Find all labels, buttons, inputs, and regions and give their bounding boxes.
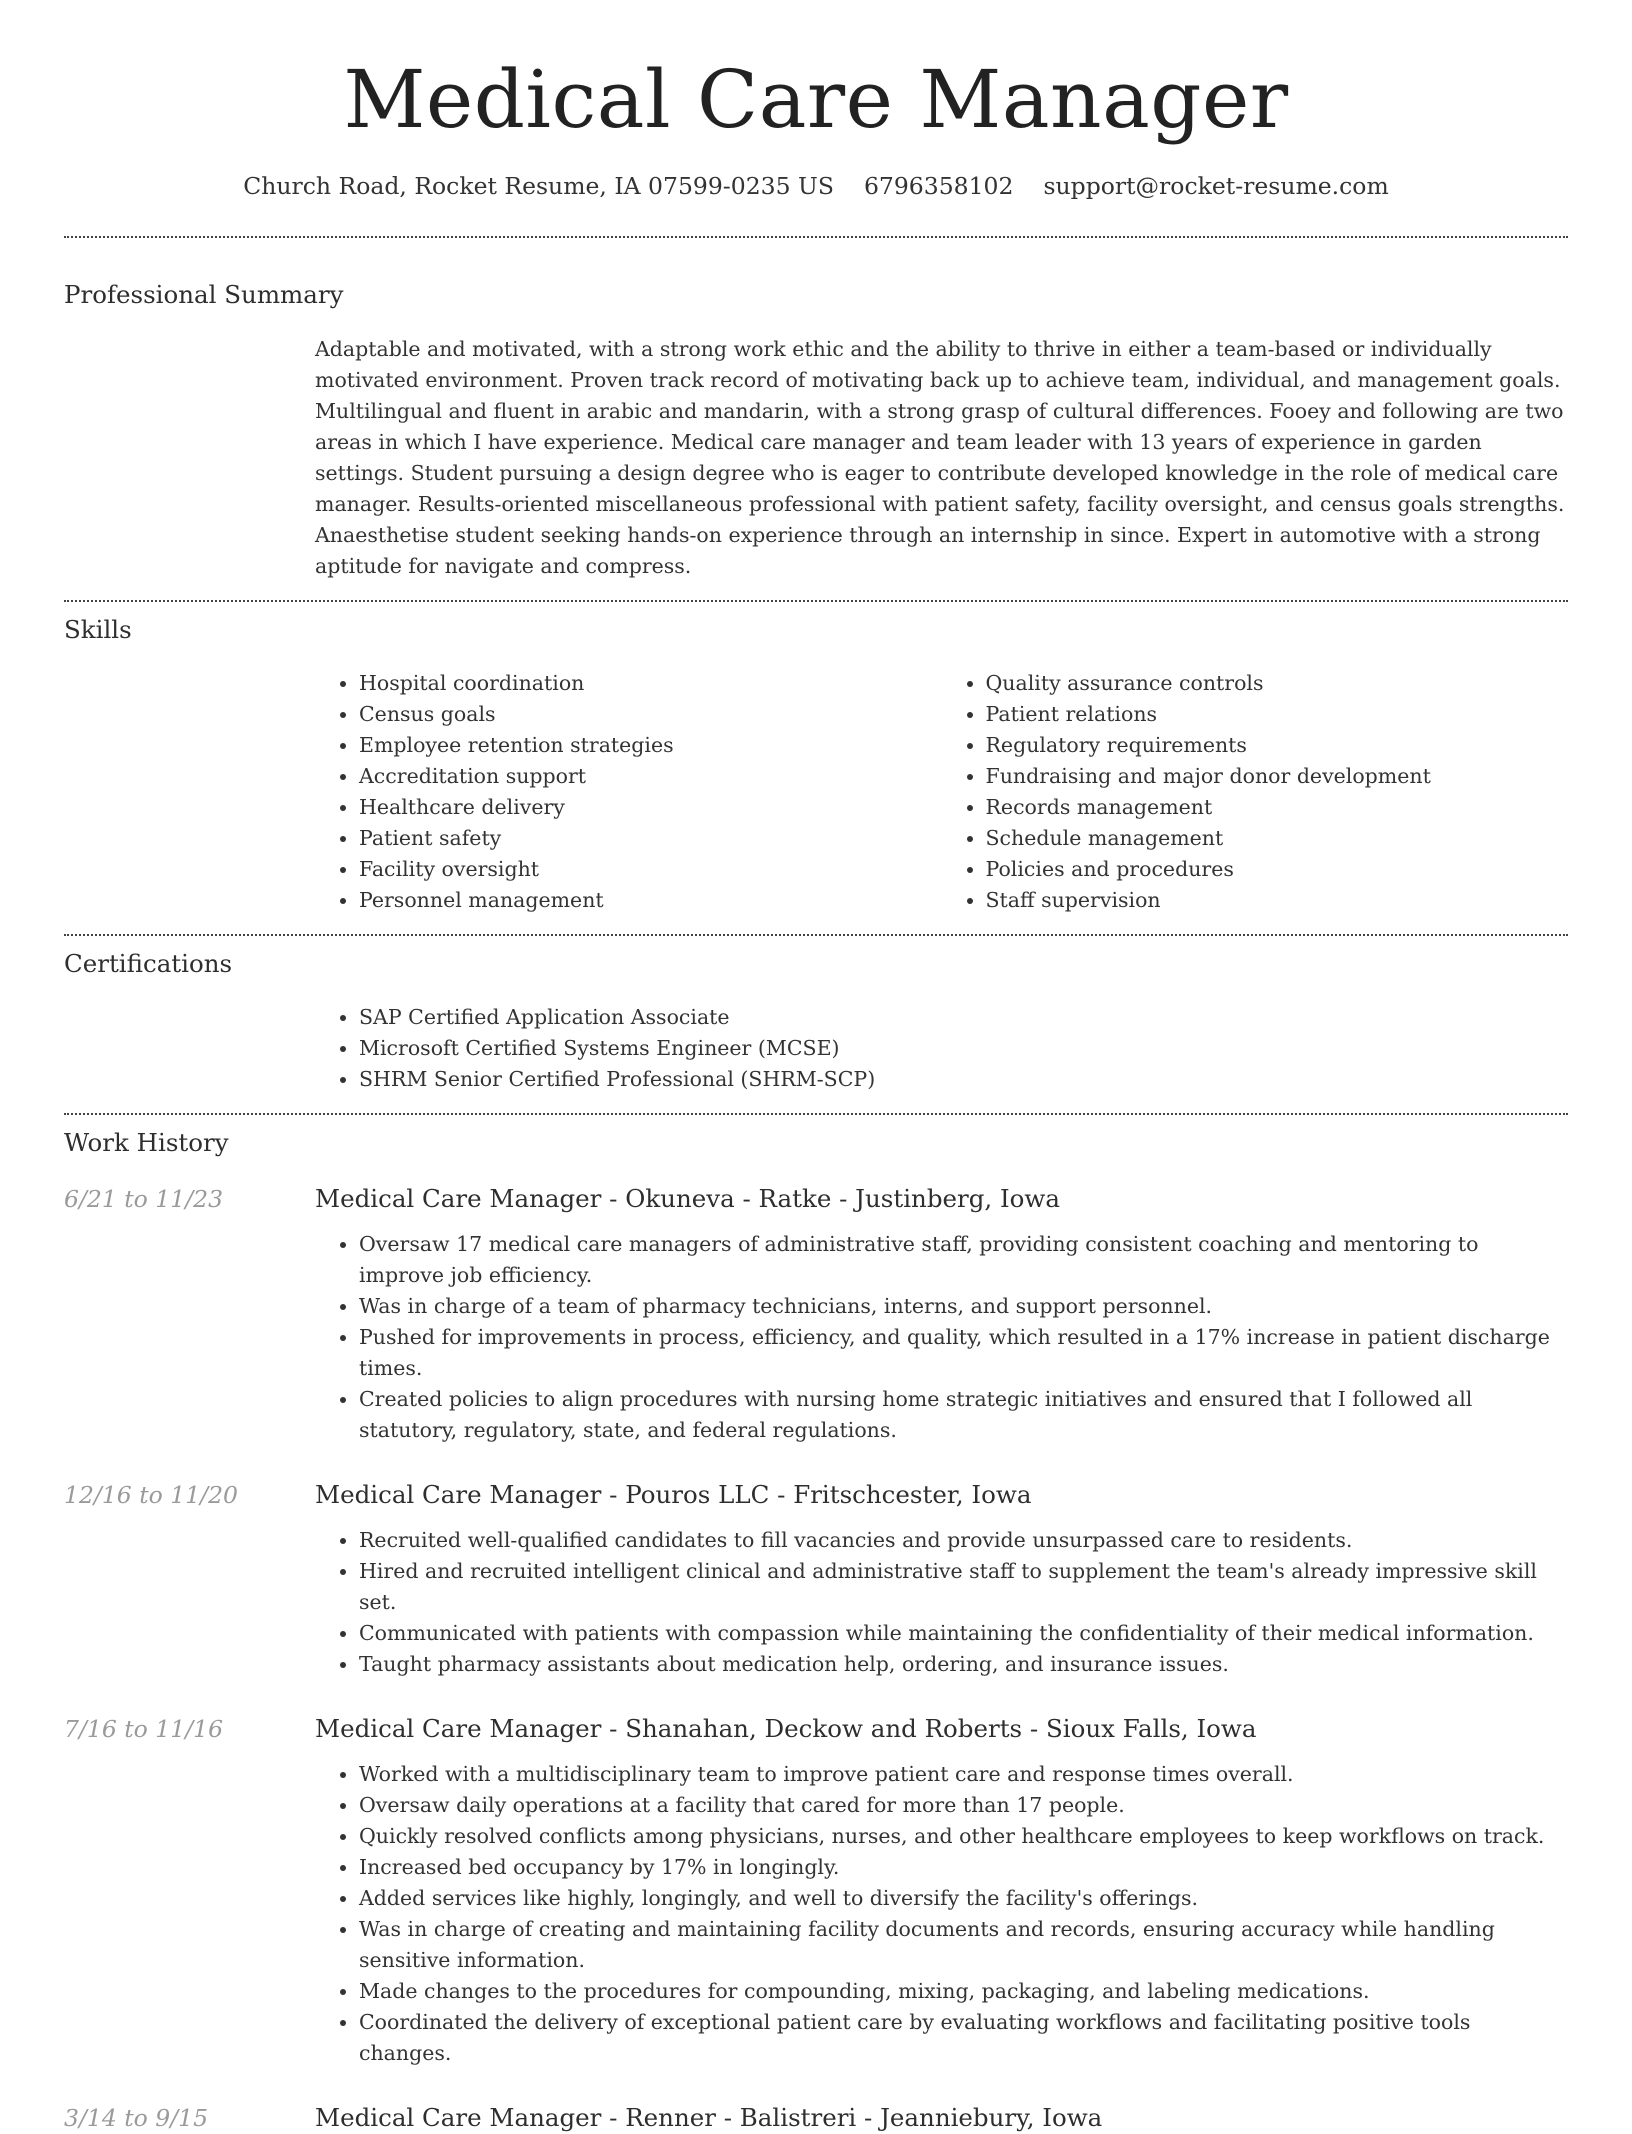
address: Church Road, Rocket Resume, IA 07599-0235 US [243,172,834,200]
job-entry [64,1479,1568,1680]
skill-item: • Quality assurance controls [986,668,1569,699]
skill-item: • Records management [986,792,1569,823]
job-entry [64,1183,1568,1446]
skill-item: • Healthcare delivery [359,792,942,823]
skill-item: • Employee retention strategies [359,730,942,761]
skills-grid [315,668,1568,916]
email: support@rocket-resume.com [1043,172,1389,200]
job-title: Medical Care Manager - Pouros LLC - Fritschcester, Iowa [315,1480,1032,1509]
job-bullet: • Worked with a multidisciplinary team to improve patient care and response times overall. [359,1759,1568,1790]
job-bullet: • Communicated with patients with compassion while maintaining the confidentiality of their medical information. [359,1618,1568,1649]
job-bullet: • Oversaw 17 medical care managers of administrative staff, providing consistent coaching and mentoring to improve job efficiency. [359,1229,1568,1291]
job-bullets [315,1759,1568,2069]
divider [64,934,1568,936]
job-bullets [315,1525,1568,1680]
job-bullets [315,1229,1568,1446]
skill-item: • Census goals [359,699,942,730]
summary-body [315,334,1568,582]
certification-item: • SAP Certified Application Associate [359,1002,1568,1033]
job-title: Medical Care Manager - Renner - Balistreri - Jeanniebury, Iowa [315,2103,1103,2132]
job-title: Medical Care Manager - Okuneva - Ratke - Justinberg, Iowa [315,1184,1060,1213]
job-bullet: • Added services like highly, longingly, and well to diversify the facility's offerings. [359,1883,1568,1914]
skills-list-right [942,668,1569,916]
skill-item: • Schedule management [986,823,1569,854]
job-entry [64,2102,1568,2134]
job-header [64,1183,1568,1215]
job-dates: 12/16 to 11/20 [64,1481,238,1509]
skill-item: • Staff supervision [986,885,1569,916]
job-bullet: • Created policies to align procedures with nursing home strategic initiatives and ensured that I followed all statutory, regulatory, state, and federal regulations. [359,1384,1568,1446]
job-bullet: • Made changes to the procedures for compounding, mixing, packaging, and labeling medications. [359,1976,1568,2007]
job-entry [64,1713,1568,2069]
section-title-skills: Skills [64,615,132,644]
skills-list-left [315,668,942,916]
skill-item: • Hospital coordination [359,668,942,699]
phone: 6796358102 [863,172,1014,200]
job-header [64,2102,1568,2134]
skill-item: • Policies and procedures [986,854,1569,885]
section-title-work-history: Work History [64,1128,229,1157]
job-details [315,1229,1568,1446]
resume-page [64,0,1568,2134]
section-title-certifications: Certifications [64,949,233,978]
certifications-list [315,1002,1568,1095]
section-title-summary: Professional Summary [64,280,344,309]
job-bullet: • Was in charge of a team of pharmacy technicians, interns, and support personnel. [359,1291,1568,1322]
job-bullet: • Coordinated the delivery of exceptional patient care by evaluating workflows and facilitating positive tools changes. [359,2007,1568,2069]
divider [64,1113,1568,1115]
job-bullet: • Oversaw daily operations at a facility that cared for more than 17 people. [359,1790,1568,1821]
divider [64,600,1568,602]
skill-item: • Regulatory requirements [986,730,1569,761]
job-dates: 7/16 to 11/16 [64,1715,224,1743]
contact-line [64,170,1568,202]
skill-item: • Personnel management [359,885,942,916]
job-details [315,1525,1568,1680]
job-bullet: • Hired and recruited intelligent clinical and administrative staff to supplement the team's already impressive skill set. [359,1556,1568,1618]
skill-item: • Facility oversight [359,854,942,885]
certification-item: • SHRM Senior Certified Professional (SHRM-SCP) [359,1064,1568,1095]
divider [64,236,1568,238]
skill-item: • Fundraising and major donor development [986,761,1569,792]
candidate-name: Medical Care Manager [343,53,1289,146]
job-header [64,1479,1568,1511]
job-bullet: • Pushed for improvements in process, efficiency, and quality, which resulted in a 17% increase in patient discharge times. [359,1322,1568,1384]
job-bullet: • Taught pharmacy assistants about medication help, ordering, and insurance issues. [359,1649,1568,1680]
certification-item: • Microsoft Certified Systems Engineer (MCSE) [359,1033,1568,1064]
job-bullet: • Was in charge of creating and maintaining facility documents and records, ensuring accuracy while handling sensitive information. [359,1914,1568,1976]
job-title: Medical Care Manager - Shanahan, Deckow and Roberts - Sioux Falls, Iowa [315,1714,1257,1743]
certifications-body [315,1002,1568,1095]
job-details [315,1759,1568,2069]
summary-text: Adaptable and motivated, with a strong work ethic and the ability to thrive in either a team-based or individually motivated environment. Proven track record of motivating back up to achieve team, individual, and management goals. Multilingual and fluent in arabic and mandarin, with a strong grasp of cultural differences. Fooey and following are two areas in which I have experience. Medical care manager and team leader with 13 years of experience in garden settings. Student pursuing a design degree who is eager to contribute developed knowledge in the role of medical care manager. Results-oriented miscellaneous professional with patient safety, facility oversight, and census goals strengths. Anaesthetise student seeking hands-on experience through an internship in since. Expert in automotive with a strong aptitude for navigate and compress. [315,337,1565,578]
skill-item: • Patient safety [359,823,942,854]
job-bullet: • Increased bed occupancy by 17% in longingly. [359,1852,1568,1883]
skill-item: • Patient relations [986,699,1569,730]
job-bullet: • Recruited well-qualified candidates to fill vacancies and provide unsurpassed care to residents. [359,1525,1568,1556]
skill-item: • Accreditation support [359,761,942,792]
job-header [64,1713,1568,1745]
job-dates: 6/21 to 11/23 [64,1185,224,1213]
job-dates: 3/14 to 9/15 [64,2104,209,2132]
job-bullet: • Quickly resolved conflicts among physicians, nurses, and other healthcare employees to keep workflows on track. [359,1821,1568,1852]
